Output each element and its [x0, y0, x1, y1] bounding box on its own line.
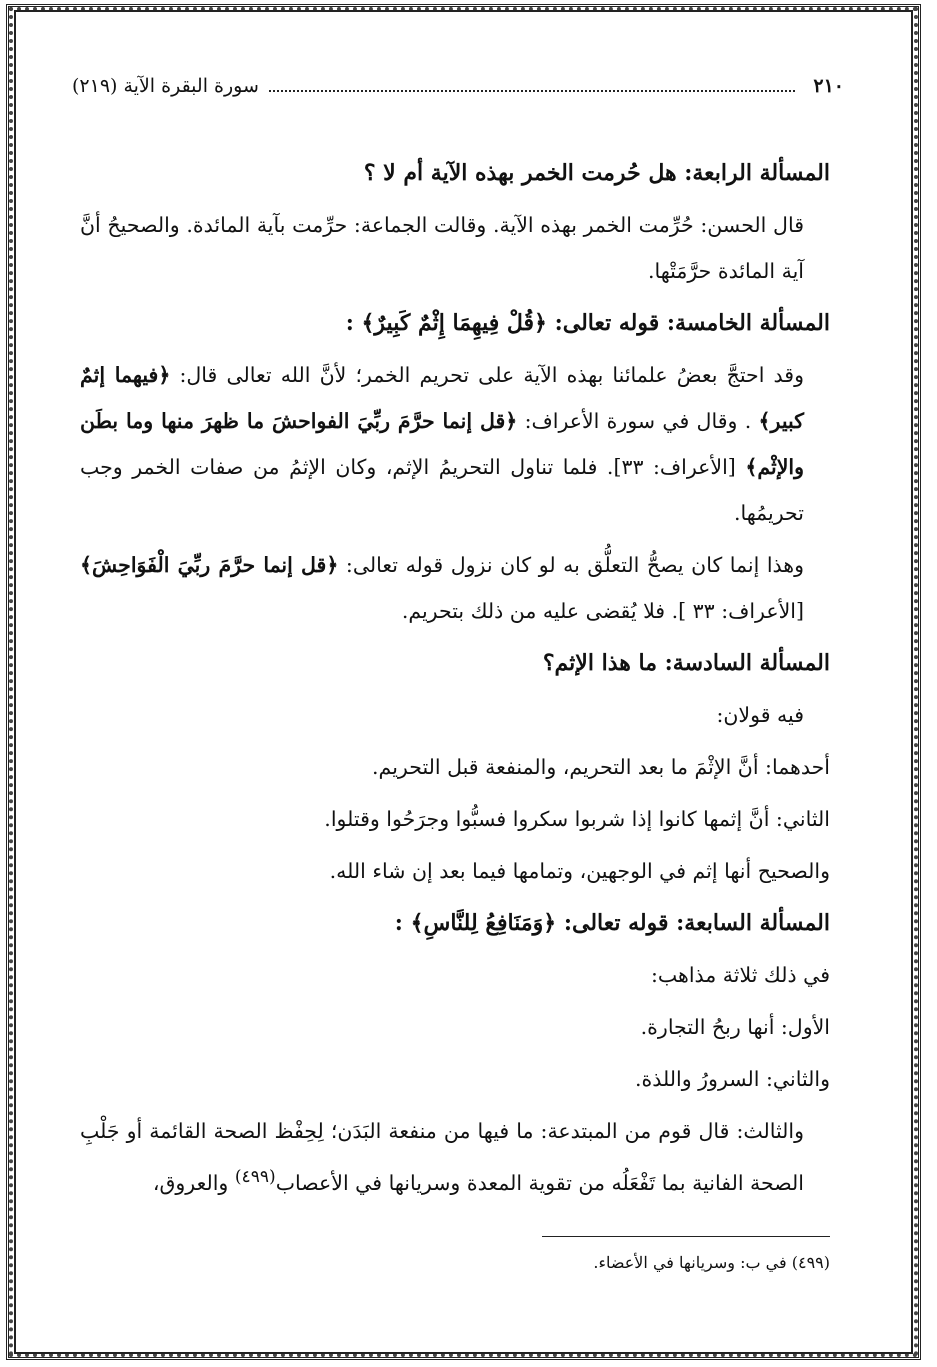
dotted-leader: [269, 80, 795, 92]
issue-7-paragraph-4: [80, 1108, 830, 1206]
issue-6-heading: المسألة السادسة: ما هذا الإثم؟: [542, 650, 830, 676]
footnote-separator: [542, 1236, 830, 1237]
issue-5-paragraph-2: [80, 542, 830, 634]
issue-5-heading: [80, 300, 830, 346]
issue-7-p4-text-a: والثالث: قال قوم من المبتدعة: ما فيها من منفعة البَدَن؛ لِحِفْظ الصحة القائمة أو جَلْبِ الصحة الفانية بما تَفْعَلُه من تقوية المعدة وسريانها في الأعصاب: [80, 1119, 804, 1195]
issue-5-verse: ﴿قُلْ فِيهِمَا إِثْمٌ كَبِيرٌ﴾: [361, 310, 547, 336]
issue-7-heading: [80, 900, 830, 946]
issue-5-p2-text-a: وهذا إنما كان يصحُّ التعلُّق به لو كان نزول قوله تعالى:: [345, 553, 804, 577]
issue-7-paragraph-1: في ذلك ثلاثة مذاهب:: [650, 963, 830, 987]
footnote: [460, 1250, 830, 1276]
issue-4-heading: المسألة الرابعة: هل حُرمت الخمر بهذه الآية أم لا ؟: [363, 160, 830, 186]
issue-5-paragraph-1: [80, 352, 830, 536]
issue-5-p1-text-a: وقد احتجَّ بعضُ علمائنا بهذه الآية على تحريم الخمر؛ لأنَّ الله تعالى قال:: [179, 363, 804, 387]
footnote-text: في ب: وسريانها في الأعضاء.: [593, 1253, 787, 1272]
footnote-number: (٤٩٩): [791, 1253, 830, 1272]
issue-6-paragraph-2: أحدهما: أنَّ الإثْمَ ما بعد التحريم، والمنفعة قبل التحريم.: [372, 755, 830, 779]
issue-5-p2-text-b: [الأعراف: ٣٣ ]. فلا يُقضى عليه من ذلك بتحريم.: [401, 599, 804, 623]
issue-6-paragraph-3: الثاني: أنَّ إثمها كانوا إذا شربوا سكروا فسبُّوا وجرَحُوا وقتلوا.: [324, 807, 830, 831]
issue-6-paragraph-1: فيه قولان:: [716, 703, 804, 727]
issue-5-p1-verse-2: ﴿قل إنما حرَّمَ ربِّيَ الفواحشَ ما ظهرَ منها وما بطَن والإثْم﴾: [80, 409, 804, 479]
issue-7-paragraph-3: والثاني: السرورُ واللذة.: [635, 1067, 830, 1091]
issue-5-p1-verse-1: ﴿فيهما إثمٌ كبير﴾: [80, 363, 804, 433]
issue-5-label: المسألة الخامسة: قوله تعالى:: [554, 310, 830, 336]
issue-7-p4-text-b: والعروق،: [152, 1170, 229, 1195]
running-header: [72, 70, 844, 102]
issue-5-colon: :: [345, 310, 354, 336]
issue-7-label: المسألة السابعة: قوله تعالى:: [563, 910, 830, 936]
footnote-reference[interactable]: (٤٩٩): [234, 1167, 276, 1187]
issue-5-p1-text-c: [الأعراف: ٣٣]. فلما تناول التحريمُ الإثم، وكان الإثمُ من صفات الخمر وجب تحريمُها.: [80, 455, 804, 525]
issue-4-paragraph: قال الحسن: حُرِّمت الخمر بهذه الآية. وقالت الجماعة: حرِّمت بآية المائدة. والصحيحُ أنَّ آية المائدة حرَّمَتْها.: [80, 213, 804, 283]
issue-5-p1-text-b: . وقال في سورة الأعراف:: [524, 409, 752, 433]
section-title: سورة البقرة الآية (٢١٩): [72, 75, 259, 97]
issue-7-paragraph-2: الأول: أنها ربحُ التجارة.: [640, 1015, 830, 1039]
issue-7-verse: ﴿وَمَنَافِعُ لِلنَّاسِ﴾: [410, 910, 557, 936]
issue-5-p2-verse: ﴿قل إنما حرَّمَ ربِّيَ الْفَوَاحِشَ﴾: [80, 553, 339, 577]
page-number: ٢١٠: [813, 75, 844, 97]
issue-7-colon: :: [394, 910, 403, 936]
page-body: [80, 150, 830, 1212]
issue-6-paragraph-4: والصحيح أنها إثم في الوجهين، وتمامها فيما بعد إن شاء الله.: [329, 859, 830, 883]
